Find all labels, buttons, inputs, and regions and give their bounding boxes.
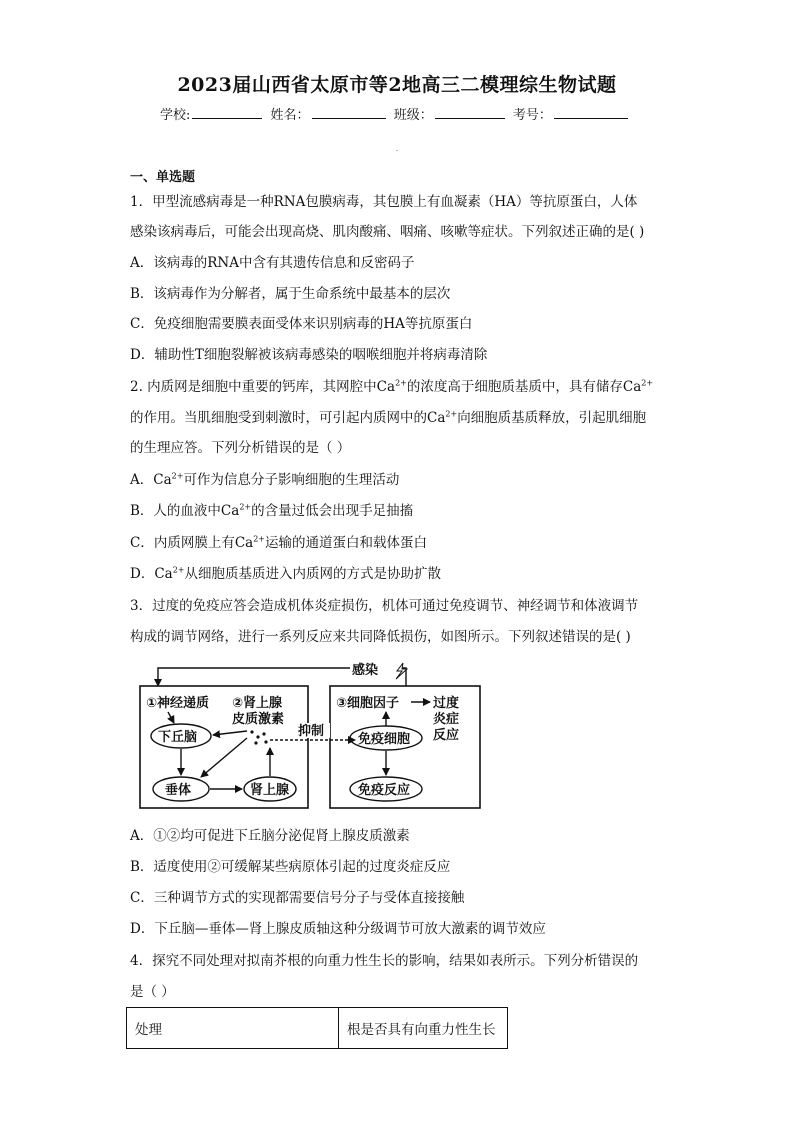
hormone-label-line1: ②肾上腺 bbox=[232, 696, 283, 711]
q2-text: D．Ca bbox=[130, 566, 173, 582]
q1-option-d[interactable]: D．辅助性T细胞裂解被该病毒感染的咽喉细胞并将病毒清除 bbox=[130, 347, 488, 363]
q3-stem-line1: 3．过度的免疫应答会造成机体炎症损伤，机体可通过免疫调节、神经调节和体液调节 bbox=[130, 598, 639, 614]
immune-response-label: 免疫反应 bbox=[358, 783, 411, 798]
q2-text: B．人的血液中Ca bbox=[130, 503, 240, 519]
q2-text: 可作为信息分子影响细胞的生理活动 bbox=[183, 472, 400, 488]
hormone-label-line2: 皮质激素 bbox=[232, 712, 285, 727]
q2-text: 从细胞质基质进入内质网的方式是协助扩散 bbox=[184, 566, 441, 582]
q2-text: 2. 内质网是细胞中重要的钙库，其网腔中Ca bbox=[130, 379, 396, 395]
hormone-molecules bbox=[250, 730, 267, 744]
exam-no-blank[interactable] bbox=[554, 106, 628, 119]
hypothalamus-label: 下丘脑 bbox=[158, 730, 198, 745]
q4-results-table bbox=[126, 1007, 508, 1049]
q1-stem-line2: 感染该病毒后，可能会出现高烧、肌肉酸痛、咽痛、咳嗽等症状。下列叙述正确的是( ) bbox=[130, 224, 645, 240]
student-info-line bbox=[160, 104, 632, 123]
q3-stem-line2: 构成的调节网络，进行一系列反应来共同降低损伤，如图所示。下列叙述错误的是( ) bbox=[130, 629, 631, 645]
q1-option-b[interactable]: B．该病毒作为分解者，属于生命系统中最基本的层次 bbox=[130, 286, 451, 302]
q2-stem-line3: 的生理应答。下列分析错误的是（ ） bbox=[130, 440, 351, 456]
hormone-to-hypothalamus-arrow bbox=[213, 731, 247, 735]
page-title: 2023届山西省太原市等2地高三二模理综生物试题 bbox=[177, 74, 617, 96]
name-label: 姓名： bbox=[270, 108, 310, 123]
inflammation-label-line2: 炎症 bbox=[433, 712, 460, 727]
section-heading: 一、单选题 bbox=[130, 170, 196, 185]
q3-option-d[interactable]: D．下丘脑—垂体—肾上腺皮质轴这种分级调节可放大激素的调节效应 bbox=[130, 921, 546, 937]
q3-option-a[interactable]: A．①②均可促进下丘脑分泌促肾上腺皮质激素 bbox=[130, 828, 410, 844]
inhibit-label: 抑制 bbox=[298, 724, 325, 739]
q2-text: C．内质网膜上有Ca bbox=[130, 535, 254, 551]
q2-text: 的含量过低会出现手足抽搐 bbox=[251, 503, 414, 519]
q1-stem-line1: 1．甲型流感病毒是一种RNA包膜病毒，其包膜上有血凝素（HA）等抗原蛋白，人体 bbox=[130, 194, 638, 210]
scan-dot bbox=[396, 150, 398, 151]
q4-stem-line2: 是（ ） bbox=[130, 984, 175, 1000]
inflammation-label-line1: 过度 bbox=[433, 696, 460, 711]
ion-charge: 2+ bbox=[445, 409, 458, 419]
q2-option-b[interactable] bbox=[130, 502, 413, 520]
ion-charge: 2+ bbox=[253, 534, 266, 544]
q2-option-a[interactable] bbox=[130, 471, 399, 489]
table-header-cell: 处理 bbox=[127, 1008, 339, 1049]
class-blank[interactable] bbox=[435, 106, 505, 119]
q1-option-a[interactable]: A．该病毒的RNA中含有其遗传信息和反密码子 bbox=[130, 255, 415, 271]
school-blank[interactable] bbox=[192, 106, 262, 119]
q2-text: 的浓度高于细胞质基质中，具有储存Ca bbox=[406, 379, 642, 395]
regulation-network-diagram bbox=[128, 660, 670, 812]
q2-text: 向细胞质基质释放，引起肌细胞 bbox=[457, 410, 647, 426]
infection-label: 感染 bbox=[352, 663, 379, 678]
name-blank[interactable] bbox=[312, 106, 386, 119]
ion-charge: 2+ bbox=[641, 378, 654, 388]
neurotransmitter-label: ①神经递质 bbox=[146, 696, 210, 711]
q1-option-c[interactable]: C．免疫细胞需要膜表面受体来识别病毒的HA等抗原蛋白 bbox=[130, 316, 473, 332]
q4-stem-line1: 4．探究不同处理对拟南芥根的向重力性生长的影响，结果如表所示。下列分析错误的 bbox=[130, 953, 639, 969]
ion-charge: 2+ bbox=[171, 471, 184, 481]
q2-stem-line1 bbox=[130, 378, 653, 396]
ion-charge: 2+ bbox=[395, 378, 407, 388]
pituitary-label: 垂体 bbox=[165, 783, 192, 798]
ion-charge: 2+ bbox=[239, 502, 252, 512]
table-header-cell: 根是否具有向重力性生长 bbox=[339, 1008, 508, 1049]
hormone-to-pituitary-arrow bbox=[201, 738, 247, 777]
q2-option-c[interactable] bbox=[130, 534, 427, 552]
q2-text: 的作用。当肌细胞受到刺激时，可引起内质网中的Ca bbox=[130, 410, 446, 426]
neurotransmitter-arrow bbox=[168, 712, 174, 723]
q3-option-b[interactable]: B．适度使用②可缓解某些病原体引起的过度炎症反应 bbox=[130, 859, 451, 875]
immune-cell-label: 免疫细胞 bbox=[358, 732, 411, 747]
table-row bbox=[127, 1008, 508, 1049]
class-label: 班级： bbox=[393, 108, 433, 123]
ion-charge: 2+ bbox=[172, 565, 185, 575]
cytokine-label: ③细胞因子 bbox=[336, 696, 400, 711]
q3-option-c[interactable]: C．三种调节方式的实现都需要信号分子与受体直接接触 bbox=[130, 890, 465, 906]
school-label: 学校: bbox=[160, 108, 191, 123]
inflammation-label-line3: 反应 bbox=[433, 728, 460, 743]
adrenal-label: 肾上腺 bbox=[250, 783, 290, 798]
q2-stem-line2 bbox=[130, 409, 646, 427]
exam-no-label: 考号： bbox=[512, 108, 552, 123]
q2-text: A．Ca bbox=[130, 472, 172, 488]
q2-text: 运输的通道蛋白和载体蛋白 bbox=[265, 535, 428, 551]
q2-option-d[interactable] bbox=[130, 565, 441, 583]
